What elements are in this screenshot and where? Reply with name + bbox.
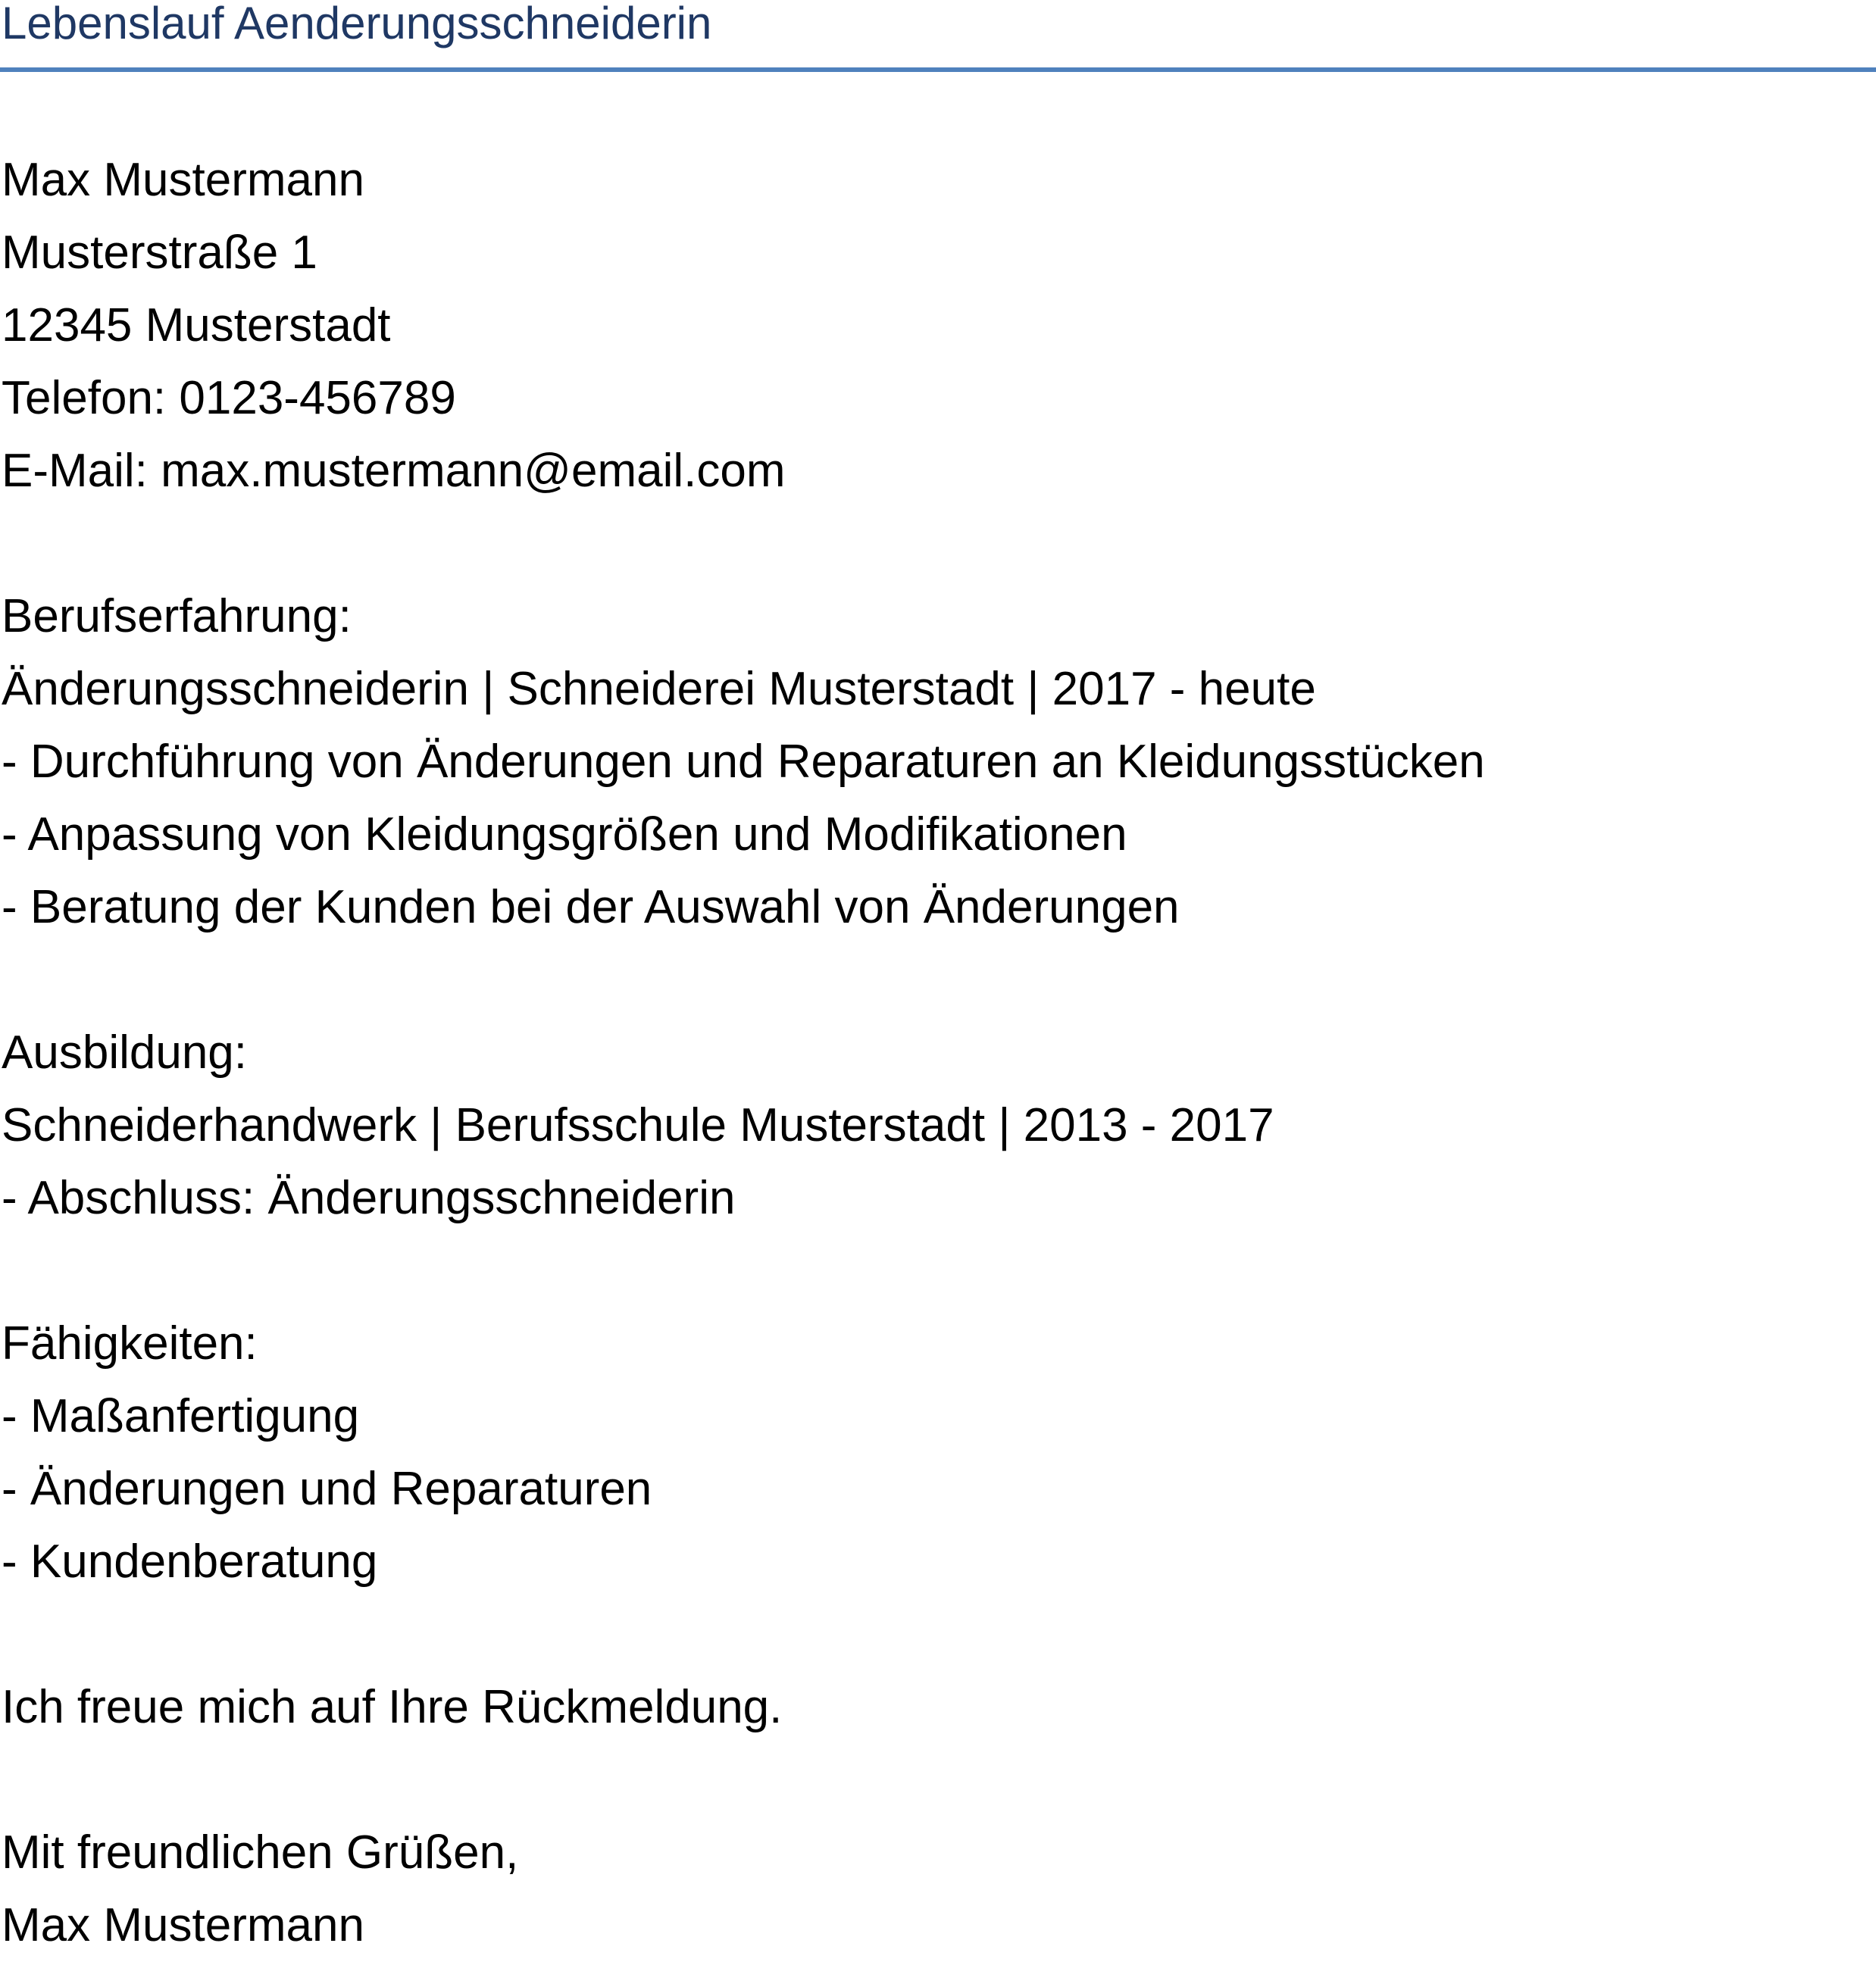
title-underline <box>0 67 1876 72</box>
contact-city: 12345 Musterstadt <box>2 299 391 351</box>
skills-heading: Fähigkeiten: <box>2 1317 258 1370</box>
contact-street: Musterstraße 1 <box>2 227 317 279</box>
spacer <box>2 944 1873 1017</box>
education-program: Schneiderhandwerk | Berufsschule Musterstadt | 2013 - 2017 <box>2 1099 1274 1151</box>
experience-section <box>2 580 1873 944</box>
spacer <box>2 1235 1873 1307</box>
skills-section <box>2 1307 1873 1598</box>
closing-salutation: Mit freundlichen Grüßen, <box>2 1826 519 1879</box>
experience-item: - Durchführung von Änderungen und Reparaturen an Kleidungsstücken <box>2 736 1485 788</box>
document-body <box>2 144 1873 1962</box>
closing-section <box>2 1671 1873 1962</box>
spacer <box>2 1744 1873 1817</box>
education-item: - Abschluss: Änderungsschneiderin <box>2 1172 736 1224</box>
skills-item: - Maßanfertigung <box>2 1390 360 1442</box>
experience-position: Änderungsschneiderin | Schneiderei Musterstadt | 2017 - heute <box>2 663 1316 715</box>
document-title: Lebenslauf Aenderungsschneiderin <box>2 0 712 48</box>
education-section <box>2 1017 1873 1235</box>
spacer <box>2 508 1873 580</box>
contact-block <box>2 144 1873 508</box>
contact-name: Max Mustermann <box>2 154 364 206</box>
experience-item: - Beratung der Kunden bei der Auswahl von Änderungen <box>2 881 1180 933</box>
skills-item: - Kundenberatung <box>2 1536 378 1588</box>
experience-item: - Anpassung von Kleidungsgrößen und Modifikationen <box>2 808 1127 861</box>
contact-phone: Telefon: 0123-456789 <box>2 372 456 424</box>
skills-item: - Änderungen und Reparaturen <box>2 1463 652 1515</box>
contact-email: E-Mail: max.mustermann@email.com <box>2 445 786 497</box>
education-heading: Ausbildung: <box>2 1026 248 1079</box>
experience-heading: Berufserfahrung: <box>2 590 352 642</box>
signature-name: Max Mustermann <box>2 1899 364 1951</box>
closing-statement: Ich freue mich auf Ihre Rückmeldung. <box>2 1681 783 1733</box>
spacer <box>2 1598 1873 1671</box>
